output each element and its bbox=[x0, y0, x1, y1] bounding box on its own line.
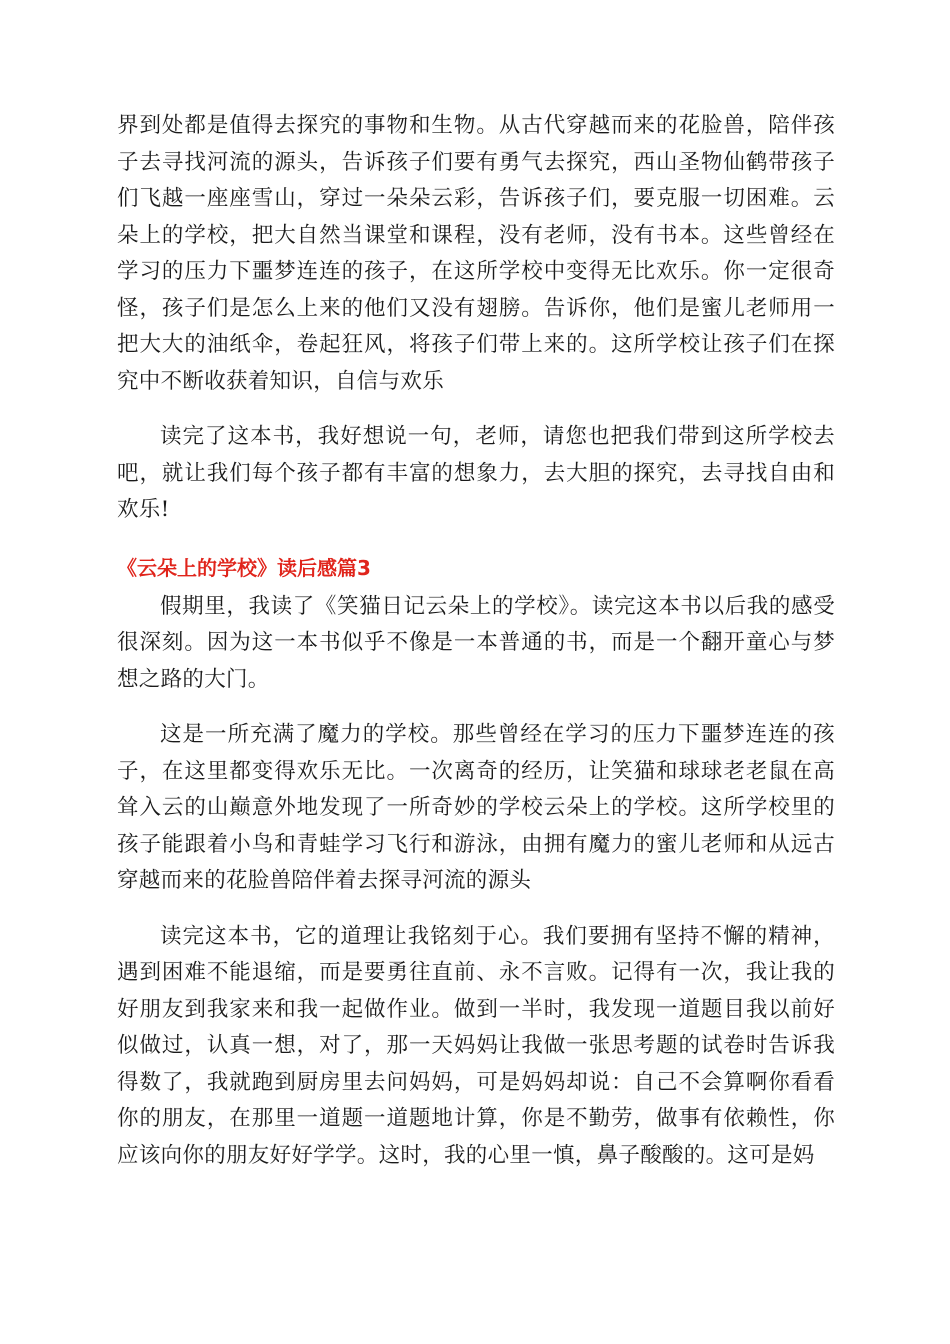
section-heading: 《云朵上的学校》读后感篇3 bbox=[117, 555, 371, 580]
paragraph-conclusion: 读完了这本书，我好想说一句，老师，请您也把我们带到这所学校去吧，就让我们每个孩子都有丰富的想象力，去大胆的探究，去寻找自由和欢乐! bbox=[117, 424, 835, 522]
paragraph-intro: 假期里，我读了《笑猫日记云朵上的学校》。读完这本书以后我的感受很深刻。因为这一本书似乎不像是一本普通的书，而是一个翻开童心与梦想之路的大门。 bbox=[117, 593, 835, 692]
paragraph-reflection: 读完这本书，它的道理让我铭刻于心。我们要拥有坚持不懈的精神，遇到困难不能退缩，而是要勇往直前、永不言败。记得有一次，我让我的好朋友到我家来和我一起做作业。做到一半时，我发现一道题目我以前好似做过，认真一想，对了，那一天妈妈让我做一张思考题的试卷时告诉我得数了，我就跑到厨房里去问妈妈，可是妈妈却说：自己不会算啊你看看你的朋友，在那里一道题一道题地计算，你是不勤劳，做事有依赖性，你应该向你的朋友好好学学。这时，我的心里一慎，鼻子酸酸的。这可是妈 bbox=[117, 923, 835, 1168]
paragraph-school-description: 这是一所充满了魔力的学校。那些曾经在学习的压力下噩梦连连的孩子，在这里都变得欢乐无比。一次离奇的经历，让笑猫和球球老老鼠在高耸入云的山巅意外地发现了一所奇妙的学校云朵上的学校。这所学校里的孩子能跟着小鸟和青蛙学习飞行和游泳，由拥有魔力的蜜儿老师和从远古穿越而来的花脸兽陪伴着去探寻河流的源头 bbox=[117, 722, 835, 893]
paragraph-continued: 界到处都是值得去探究的事物和生物。从古代穿越而来的花脸兽，陪伴孩子去寻找河流的源头，告诉孩子们要有勇气去探究，西山圣物仙鹤带孩子们飞越一座座雪山，穿过一朵朵云彩，告诉孩子们，要克服一切困难。云朵上的学校，把大自然当课堂和课程，没有老师，没有书本。这些曾经在学习的压力下噩梦连连的孩子，在这所学校中变得无比欢乐。你一定很奇怪，孩子们是怎么上来的他们又没有翅膀。告诉你，他们是蜜儿老师用一把大大的油纸伞，卷起狂风，将孩子们带上来的。这所学校让孩子们在探究中不断收获着知识，自信与欢乐 bbox=[117, 113, 835, 394]
document-body bbox=[117, 108, 835, 1174]
